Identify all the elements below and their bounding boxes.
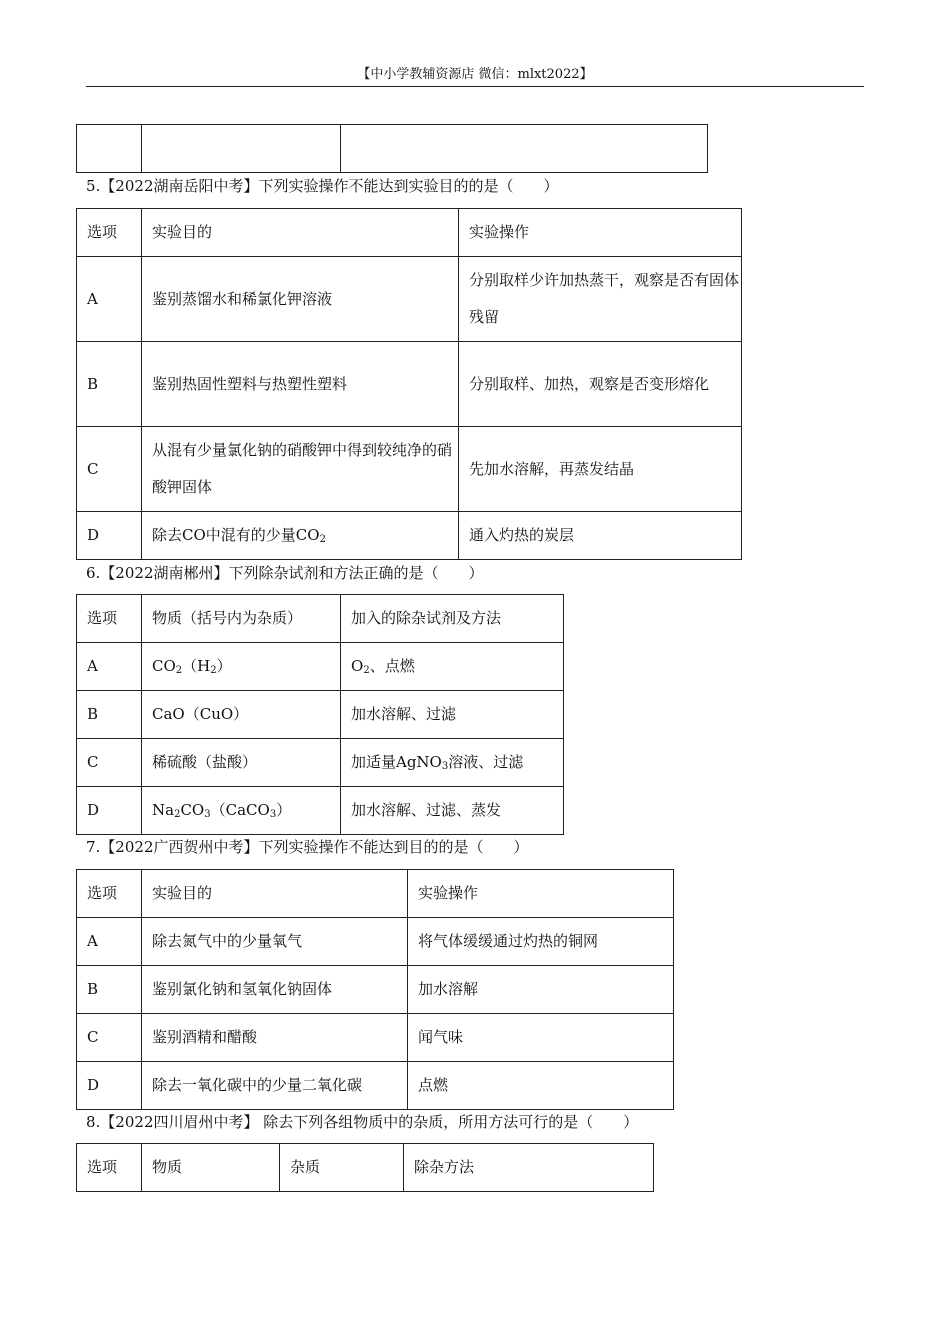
subscript: 2 — [363, 665, 370, 676]
subscript: 2 — [319, 534, 326, 545]
question-8-title: 8.【2022四川眉州中考】 除去下列各组物质中的杂质，所用方法可行的是（ ） — [86, 1113, 639, 1131]
column-header: 物质（括号内为杂质） — [142, 595, 341, 643]
purpose-cell: 鉴别氯化钠和氢氧化钠固体 — [142, 966, 408, 1014]
page-header: 【中小学教辅资源店 微信：mlxt2022】 — [357, 67, 593, 82]
table-row — [77, 342, 742, 427]
formula-text: CO — [152, 657, 176, 675]
purpose-cell — [142, 512, 459, 560]
column-header: 实验操作 — [408, 870, 674, 918]
question-5-title: 5.【2022湖南岳阳中考】下列实验操作不能达到实验目的的是（ ） — [86, 177, 559, 195]
column-header: 选项 — [77, 1144, 142, 1192]
table-row — [77, 1014, 674, 1062]
formula-text: ） — [216, 657, 232, 675]
table-row — [77, 427, 742, 512]
question-6-title: 6.【2022湖南郴州】下列除杂试剂和方法正确的是（ ） — [86, 564, 484, 582]
formula-text: 溶液、过滤 — [448, 753, 524, 771]
column-header: 实验目的 — [142, 870, 408, 918]
operation-cell: 点燃 — [408, 1062, 674, 1110]
operation-cell: 加水溶解 — [408, 966, 674, 1014]
option-cell: C — [77, 739, 142, 787]
substance-cell: CaO（CuO） — [142, 691, 341, 739]
table-row — [77, 787, 564, 835]
table-row — [77, 739, 564, 787]
table-header-row — [77, 870, 674, 918]
operation-cell: 先加水溶解，再蒸发结晶 — [459, 427, 742, 512]
formula-text: ） — [276, 801, 292, 819]
formula-text: （CaCO — [210, 801, 270, 819]
option-cell: C — [77, 1014, 142, 1062]
column-header: 选项 — [77, 209, 142, 257]
formula-text: Na — [152, 801, 175, 819]
subscript: 2 — [210, 665, 217, 676]
table-header-row — [77, 209, 742, 257]
formula-text: 加适量AgNO — [351, 753, 442, 771]
table-cell — [77, 125, 142, 173]
option-cell: B — [77, 691, 142, 739]
column-header: 杂质 — [280, 1144, 404, 1192]
option-cell: A — [77, 257, 142, 342]
option-cell: D — [77, 787, 142, 835]
table-row — [77, 691, 564, 739]
question-8-table — [76, 1143, 654, 1192]
option-cell: A — [77, 643, 142, 691]
method-cell — [341, 739, 564, 787]
option-cell: B — [77, 966, 142, 1014]
subscript: 3 — [441, 761, 449, 772]
column-header: 物质 — [142, 1144, 280, 1192]
question-7-table — [76, 869, 674, 1110]
header-divider — [86, 86, 864, 87]
substance-cell: 稀硫酸（盐酸） — [142, 739, 341, 787]
option-cell: B — [77, 342, 142, 427]
subscript: 3 — [204, 809, 211, 820]
operation-cell: 分别取样少许加热蒸干，观察是否有固体残留 — [459, 257, 742, 342]
purpose-cell: 鉴别热固性塑料与热塑性塑料 — [142, 342, 459, 427]
operation-cell: 将气体缓缓通过灼热的铜网 — [408, 918, 674, 966]
question-6-table — [76, 594, 564, 835]
purpose-cell: 鉴别蒸馏水和稀氯化钾溶液 — [142, 257, 459, 342]
formula-text: CO — [180, 801, 205, 819]
subscript: 2 — [175, 665, 183, 676]
formula-text: O — [351, 657, 364, 675]
operation-cell: 分别取样、加热，观察是否变形熔化 — [459, 342, 742, 427]
method-cell — [341, 643, 564, 691]
formula-text: （H — [182, 657, 211, 675]
option-cell: A — [77, 918, 142, 966]
operation-cell: 通入灼热的炭层 — [459, 512, 742, 560]
option-cell: C — [77, 427, 142, 512]
purpose-cell: 鉴别酒精和醋酸 — [142, 1014, 408, 1062]
substance-cell — [142, 787, 341, 835]
table-row — [77, 966, 674, 1014]
substance-cell — [142, 643, 341, 691]
subscript: 3 — [269, 809, 277, 820]
option-cell: D — [77, 1062, 142, 1110]
table-row — [77, 1062, 674, 1110]
table-cell — [142, 125, 341, 173]
table-header-row — [77, 595, 564, 643]
purpose-cell: 从混有少量氯化钠的硝酸钾中得到较纯净的硝酸钾固体 — [142, 427, 459, 512]
subscript: 2 — [174, 809, 181, 820]
formula-text: 除去CO中混有的少量CO — [152, 526, 320, 544]
method-cell: 加水溶解、过滤 — [341, 691, 564, 739]
purpose-cell: 除去一氧化碳中的少量二氧化碳 — [142, 1062, 408, 1110]
purpose-cell: 除去氮气中的少量氧气 — [142, 918, 408, 966]
question-7-title: 7.【2022广西贺州中考】下列实验操作不能达到目的的是（ ） — [86, 838, 529, 856]
operation-cell: 闻气味 — [408, 1014, 674, 1062]
table-row — [77, 512, 742, 560]
option-cell: D — [77, 512, 142, 560]
table-header-row — [77, 1144, 654, 1192]
column-header: 实验目的 — [142, 209, 459, 257]
method-cell: 加水溶解、过滤、蒸发 — [341, 787, 564, 835]
column-header: 除杂方法 — [404, 1144, 654, 1192]
table-row — [77, 643, 564, 691]
table-row — [77, 257, 742, 342]
previous-table-tail — [76, 124, 708, 173]
formula-text: 、点燃 — [369, 657, 415, 675]
table-cell — [341, 125, 708, 173]
question-5-table — [76, 208, 742, 560]
column-header: 选项 — [77, 870, 142, 918]
column-header: 加入的除杂试剂及方法 — [341, 595, 564, 643]
column-header: 选项 — [77, 595, 142, 643]
column-header: 实验操作 — [459, 209, 742, 257]
table-row — [77, 918, 674, 966]
